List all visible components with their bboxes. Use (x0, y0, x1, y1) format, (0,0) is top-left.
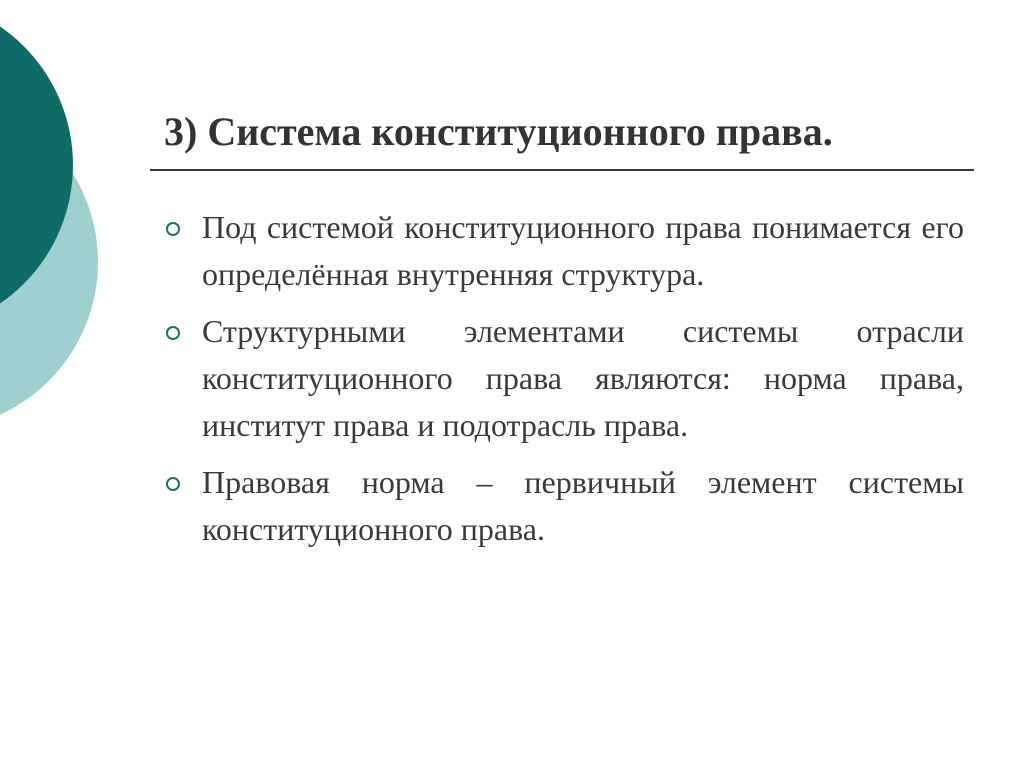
bullet-text: Правовая норма – первичный элемент системы конституционного права. (202, 464, 964, 547)
circle-bullet-icon (166, 222, 180, 236)
bullet-list (160, 204, 964, 563)
bullet-item (160, 459, 964, 553)
decorative-circles (0, 0, 120, 420)
circle-bullet-icon (166, 326, 180, 340)
circle-bullet-icon (166, 477, 180, 491)
bullet-text: Структурными элементами системы отрасли конституционного права являются: норма права, институт права и подотрасль права. (202, 313, 964, 443)
bullet-item (160, 308, 964, 449)
bullet-text: Под системой конституционного права понимается его определённая внутренняя структура. (202, 209, 964, 292)
bullet-item (160, 204, 964, 298)
slide-title: 3) Система конституционного права. (164, 109, 833, 154)
title-underline (150, 169, 974, 171)
